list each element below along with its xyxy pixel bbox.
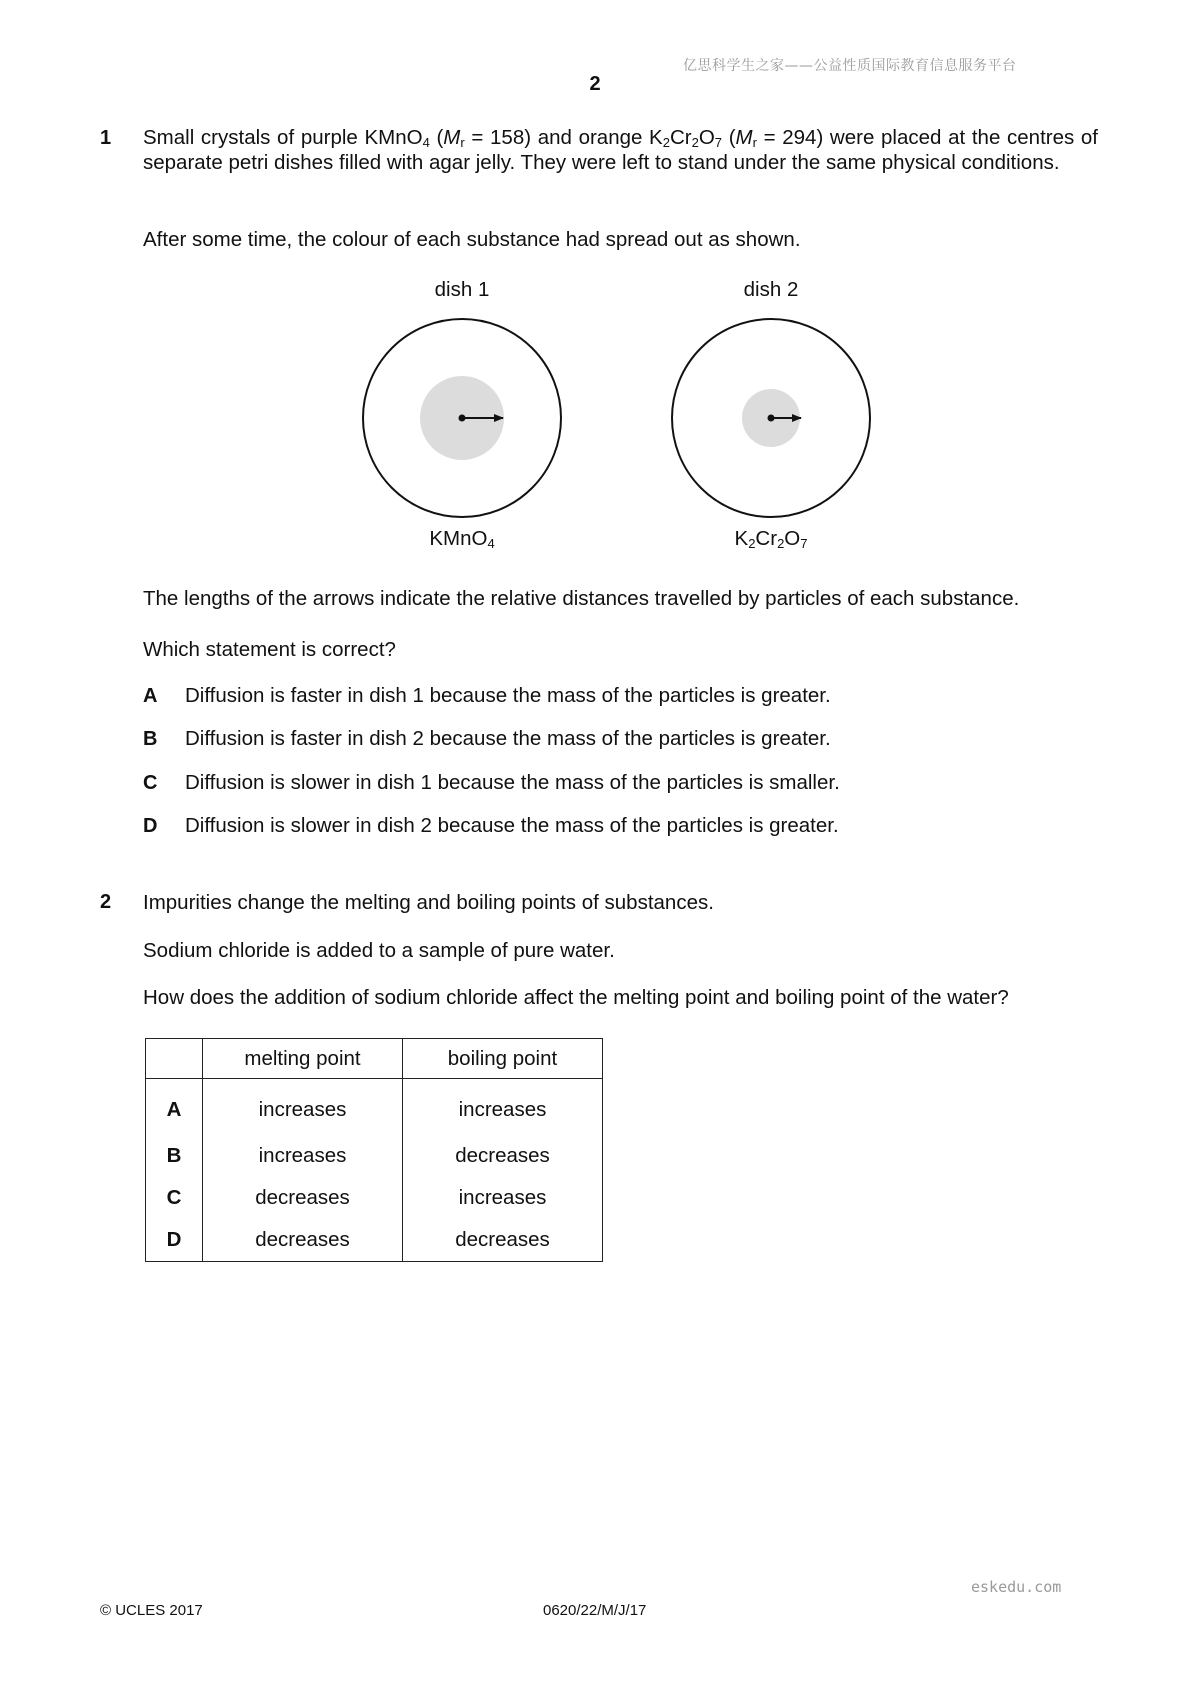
dish-2-label: dish 2 <box>743 278 799 301</box>
option-text: Diffusion is faster in dish 1 because the mass of the particles is greater. <box>185 684 831 707</box>
option-text: Diffusion is slower in dish 1 because the mass of the particles is smaller. <box>185 771 840 794</box>
option-text: Diffusion is faster in dish 2 because the mass of the particles is greater. <box>185 727 831 750</box>
question-1-number: 1 <box>100 127 112 149</box>
table-cell-letter: A <box>146 1079 203 1136</box>
dish-1-formula: KMnO$_4$ <box>429 527 495 551</box>
table-cell-melting: increases <box>203 1135 403 1177</box>
option-letter: A <box>143 685 158 707</box>
footer-paper-code: 0620/22/M/J/17 <box>543 1602 647 1619</box>
table-cell-letter: D <box>146 1219 203 1262</box>
option-letter: B <box>143 728 158 750</box>
dish-1 <box>363 319 561 517</box>
table-cell-boiling: increases <box>403 1079 603 1136</box>
question-2-line-1: Impurities change the melting and boiling points of substances. <box>143 891 714 914</box>
question-1-arrows-text: The lengths of the arrows indicate the relative distances travelled by particles of each substance. <box>143 587 1020 610</box>
table-cell-letter: C <box>146 1177 203 1219</box>
table-header-cell: boiling point <box>403 1039 603 1079</box>
question-2-line-3: How does the addition of sodium chloride affect the melting point and boiling point of the water? <box>143 986 1009 1009</box>
table-cell-melting: decreases <box>203 1219 403 1262</box>
question-1-after-text: After some time, the colour of each substance had spread out as shown. <box>143 228 801 251</box>
question-1-intro: Small crystals of purple KMnO$_4$ $(M_r = 158)$ and orange $K_2Cr_2O_7$ $(M_r = 294)$ were placed at the centres of separate petri dishes filled with agar jelly. They were left to stand under the same physical conditions. <box>143 126 1098 174</box>
petri-dish-diagram <box>350 310 890 530</box>
answer-table <box>145 1038 603 1262</box>
dish-1-label: dish 1 <box>434 278 490 301</box>
option-text: Diffusion is slower in dish 2 because the mass of the particles is greater. <box>185 814 839 837</box>
question-2-number: 2 <box>100 891 112 913</box>
footer-watermark: eskedu.com <box>971 1578 1062 1596</box>
page-number: 2 <box>589 73 601 95</box>
table-cell-boiling: decreases <box>403 1135 603 1177</box>
header-watermark: 亿思科学生之家——公益性质国际教育信息服务平台 <box>683 58 1017 74</box>
table-row <box>146 1079 603 1136</box>
footer-copyright: © UCLES 2017 <box>100 1602 203 1619</box>
table-row <box>146 1177 603 1219</box>
table-cell-boiling: decreases <box>403 1219 603 1262</box>
dish-2 <box>672 319 870 517</box>
option-letter: D <box>143 815 158 837</box>
table-row <box>146 1219 603 1262</box>
table-cell-boiling: increases <box>403 1177 603 1219</box>
question-2-line-2: Sodium chloride is added to a sample of pure water. <box>143 939 615 962</box>
table-header-cell <box>146 1039 203 1079</box>
option-letter: C <box>143 772 158 794</box>
table-row <box>146 1135 603 1177</box>
table-cell-letter: B <box>146 1135 203 1177</box>
table-header-cell: melting point <box>203 1039 403 1079</box>
table-header-row <box>146 1039 603 1079</box>
dish-2-formula: $K_2Cr_2O_7$ <box>734 527 808 551</box>
question-1-prompt: Which statement is correct? <box>143 638 396 661</box>
table-cell-melting: decreases <box>203 1177 403 1219</box>
table-cell-melting: increases <box>203 1079 403 1136</box>
